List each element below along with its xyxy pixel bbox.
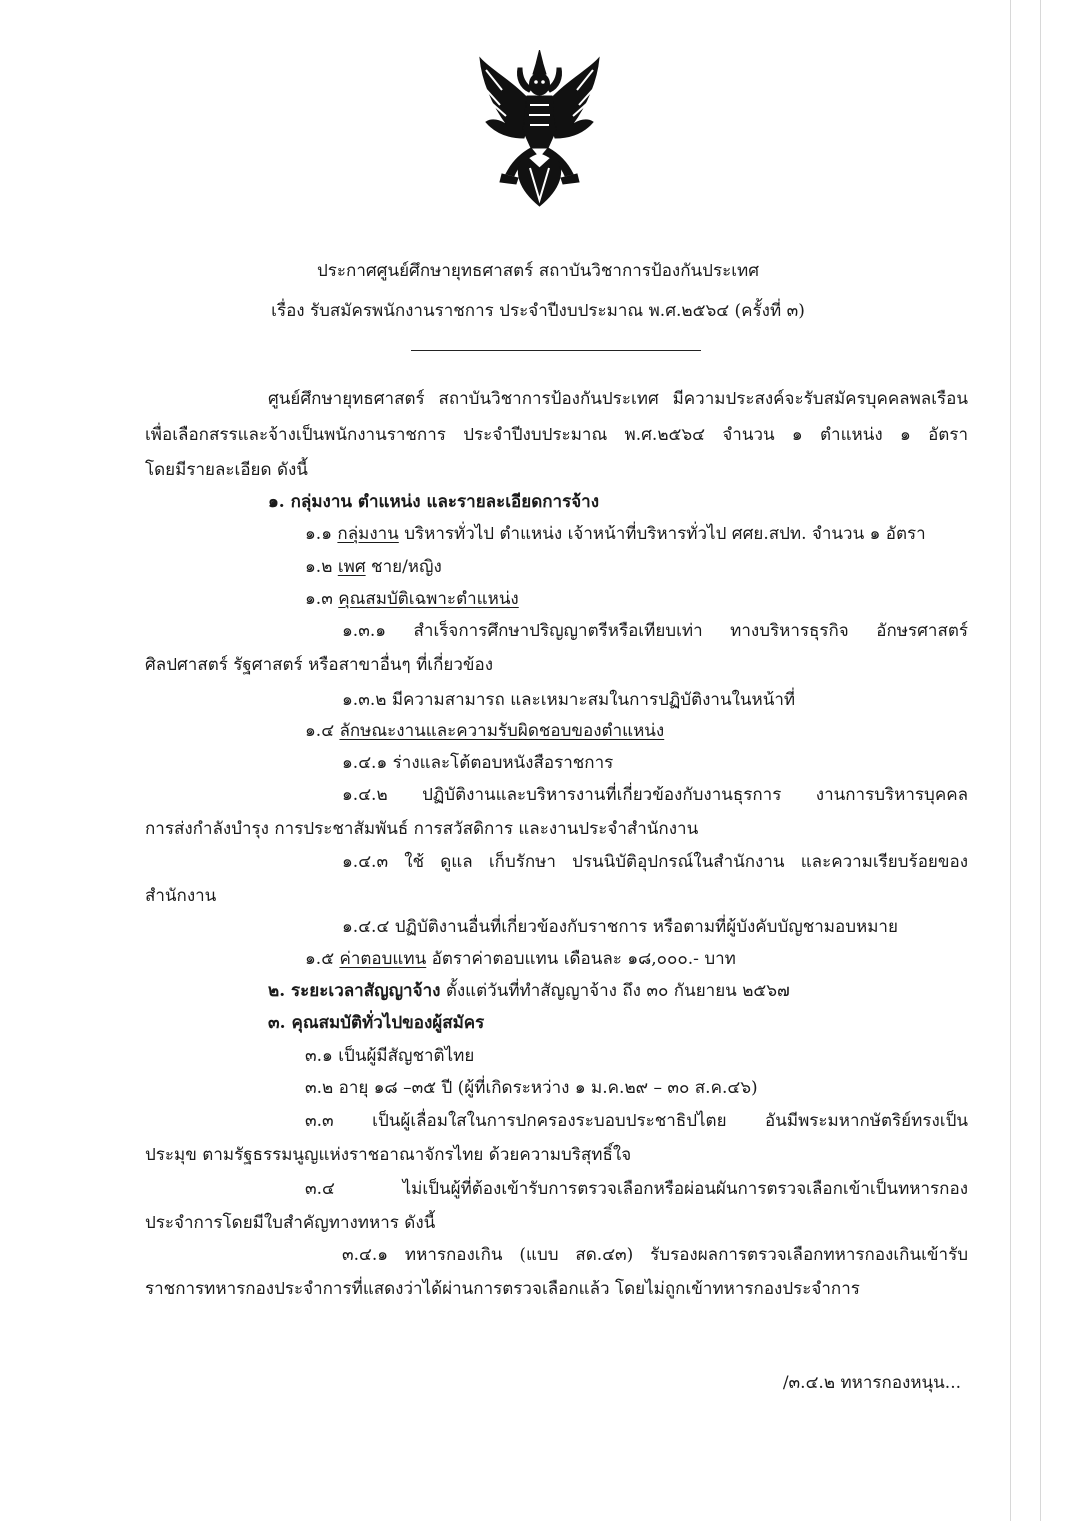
- list-item: ๓.๑ เป็นผู้มีสัญชาติไทย: [305, 1046, 475, 1066]
- item-text: บริหารทั่วไป ตำแหน่ง เจ้าหน้าที่บริหารทั่วไป ศศย.สปท. จำนวน ๑ อัตรา: [398, 524, 926, 544]
- section-heading: ๓. คุณสมบัติทั่วไปของผู้สมัคร: [268, 1013, 485, 1033]
- item-number: ๑.๒: [305, 557, 333, 577]
- item-label: กลุ่มงาน: [337, 524, 399, 544]
- list-item: ๓.๓ เป็นผู้เลื่อมใสในการปกครองระบอบประชาธิปไตย อันมีพระมหากษัตริย์ทรงเป็น: [305, 1111, 968, 1131]
- section-line: [268, 978, 790, 1004]
- section-heading: ๑. กลุ่มงาน ตำแหน่ง และรายละเอียดการจ้าง: [268, 492, 600, 512]
- item-number: ๑.๔: [305, 721, 335, 741]
- sub-item: ๑.๔.๓ ใช้ ดูแล เก็บรักษา ปรนนิบัติอุปกรณ์ในสำนักงาน และความเรียบร้อยของ: [342, 852, 968, 872]
- item-label: คุณสมบัติเฉพาะตำแหน่ง: [338, 589, 519, 609]
- sub-item-continued: ราชการทหารกองประจำการที่แสดงว่าได้ผ่านการตรวจเลือกแล้ว โดยไม่ถูกเข้าทหารกองประจำการ: [145, 1279, 860, 1299]
- list-item: [305, 718, 664, 744]
- list-item: [305, 946, 736, 972]
- list-item: [305, 521, 926, 547]
- sub-item: ๑.๔.๔ ปฏิบัติงานอื่นที่เกี่ยวข้องกับราชการ หรือตามที่ผู้บังคับบัญชามอบหมาย: [342, 917, 898, 937]
- sub-item: ๑.๔.๑ ร่างและโต้ตอบหนังสือราชการ: [342, 753, 614, 773]
- item-text: ชาย/หญิง: [365, 557, 442, 577]
- title-divider: [411, 350, 701, 351]
- item-label: ค่าตอบแทน: [339, 949, 427, 969]
- list-item: [305, 554, 442, 580]
- intro-line: ศูนย์ศึกษายุทธศาสตร์ สถาบันวิชาการป้องกันประเทศ มีความประสงค์จะรับสมัครบุคคลพลเรือน: [268, 389, 968, 409]
- item-number: ๑.๓: [305, 589, 333, 609]
- item-number: ๑.๕: [305, 949, 335, 969]
- garuda-emblem-icon: [472, 50, 607, 210]
- sub-item: ๑.๔.๒ ปฏิบัติงานและบริหารงานที่เกี่ยวข้องกับงานธุรการ งานการบริหารบุคคล: [342, 785, 968, 805]
- item-text: อัตราค่าตอบแทน เดือนละ ๑๘,๐๐๐.- บาท: [426, 949, 736, 969]
- document-title: ประกาศศูนย์ศึกษายุทธศาสตร์ สถาบันวิชาการป้องกันประเทศ: [316, 261, 760, 281]
- sub-item-continued: สำนักงาน: [145, 886, 217, 906]
- page-continuation: /๓.๔.๒ ทหารกองหนุน...: [782, 1373, 961, 1393]
- intro-line: โดยมีรายละเอียด ดังนี้: [145, 460, 308, 480]
- list-item: ๓.๔ ไม่เป็นผู้ที่ต้องเข้ารับการตรวจเลือกหรือผ่อนผันการตรวจเลือกเข้าเป็นทหารกอง: [305, 1179, 968, 1199]
- list-item: ๓.๒ อายุ ๑๘ –๓๕ ปี (ผู้ที่เกิดระหว่าง ๑ ม.ค.๒๙ – ๓๐ ส.ค.๔๖): [305, 1078, 758, 1098]
- sub-item-continued: ศิลปศาสตร์ รัฐศาสตร์ หรือสาขาอื่นๆ ที่เกี่ยวข้อง: [145, 655, 494, 675]
- list-item: [305, 586, 519, 612]
- section-text: ตั้งแต่วันที่ทำสัญญาจ้าง ถึง ๓๐ กันยายน ๒๕๖๗: [440, 981, 790, 1001]
- scan-edge-line: [1040, 0, 1041, 1521]
- sub-item: ๓.๔.๑ ทหารกองเกิน (แบบ สด.๔๓) รับรองผลการตรวจเลือกทหารกองเกินเข้ารับ: [342, 1245, 968, 1265]
- list-item-continued: ประมุข ตามรัฐธรรมนูญแห่งราชอาณาจักรไทย ด้วยความบริสุทธิ์ใจ: [145, 1145, 632, 1165]
- item-number: ๑.๑: [305, 524, 332, 544]
- intro-line: เพื่อเลือกสรรและจ้างเป็นพนักงานราชการ ประจำปีงบประมาณ พ.ศ.๒๕๖๔ จำนวน ๑ ตำแหน่ง ๑ อัตรา: [145, 425, 968, 445]
- sub-item: ๑.๓.๑ สำเร็จการศึกษาปริญญาตรีหรือเทียบเท่า ทางบริหารธุรกิจ อักษรศาสตร์: [342, 621, 968, 641]
- sub-item-continued: การส่งกำลังบำรุง การประชาสัมพันธ์ การสวัสดิการ และงานประจำสำนักงาน: [145, 819, 699, 839]
- sub-item: ๑.๓.๒ มีความสามารถ และเหมาะสมในการปฏิบัติงานในหน้าที่: [342, 690, 796, 710]
- document-subject: เรื่อง รับสมัครพนักงานราชการ ประจำปีงบประมาณ พ.ศ.๒๕๖๔ (ครั้งที่ ๓): [271, 301, 805, 321]
- item-label: เพศ: [337, 557, 366, 577]
- list-item-continued: ประจำการโดยมีใบสำคัญทางทหาร ดังนี้: [145, 1213, 436, 1233]
- section-heading: ๒. ระยะเวลาสัญญาจ้าง: [268, 981, 441, 1001]
- scan-edge-line: [1010, 0, 1011, 1521]
- item-label: ลักษณะงานและความรับผิดชอบของตำแหน่ง: [339, 721, 665, 741]
